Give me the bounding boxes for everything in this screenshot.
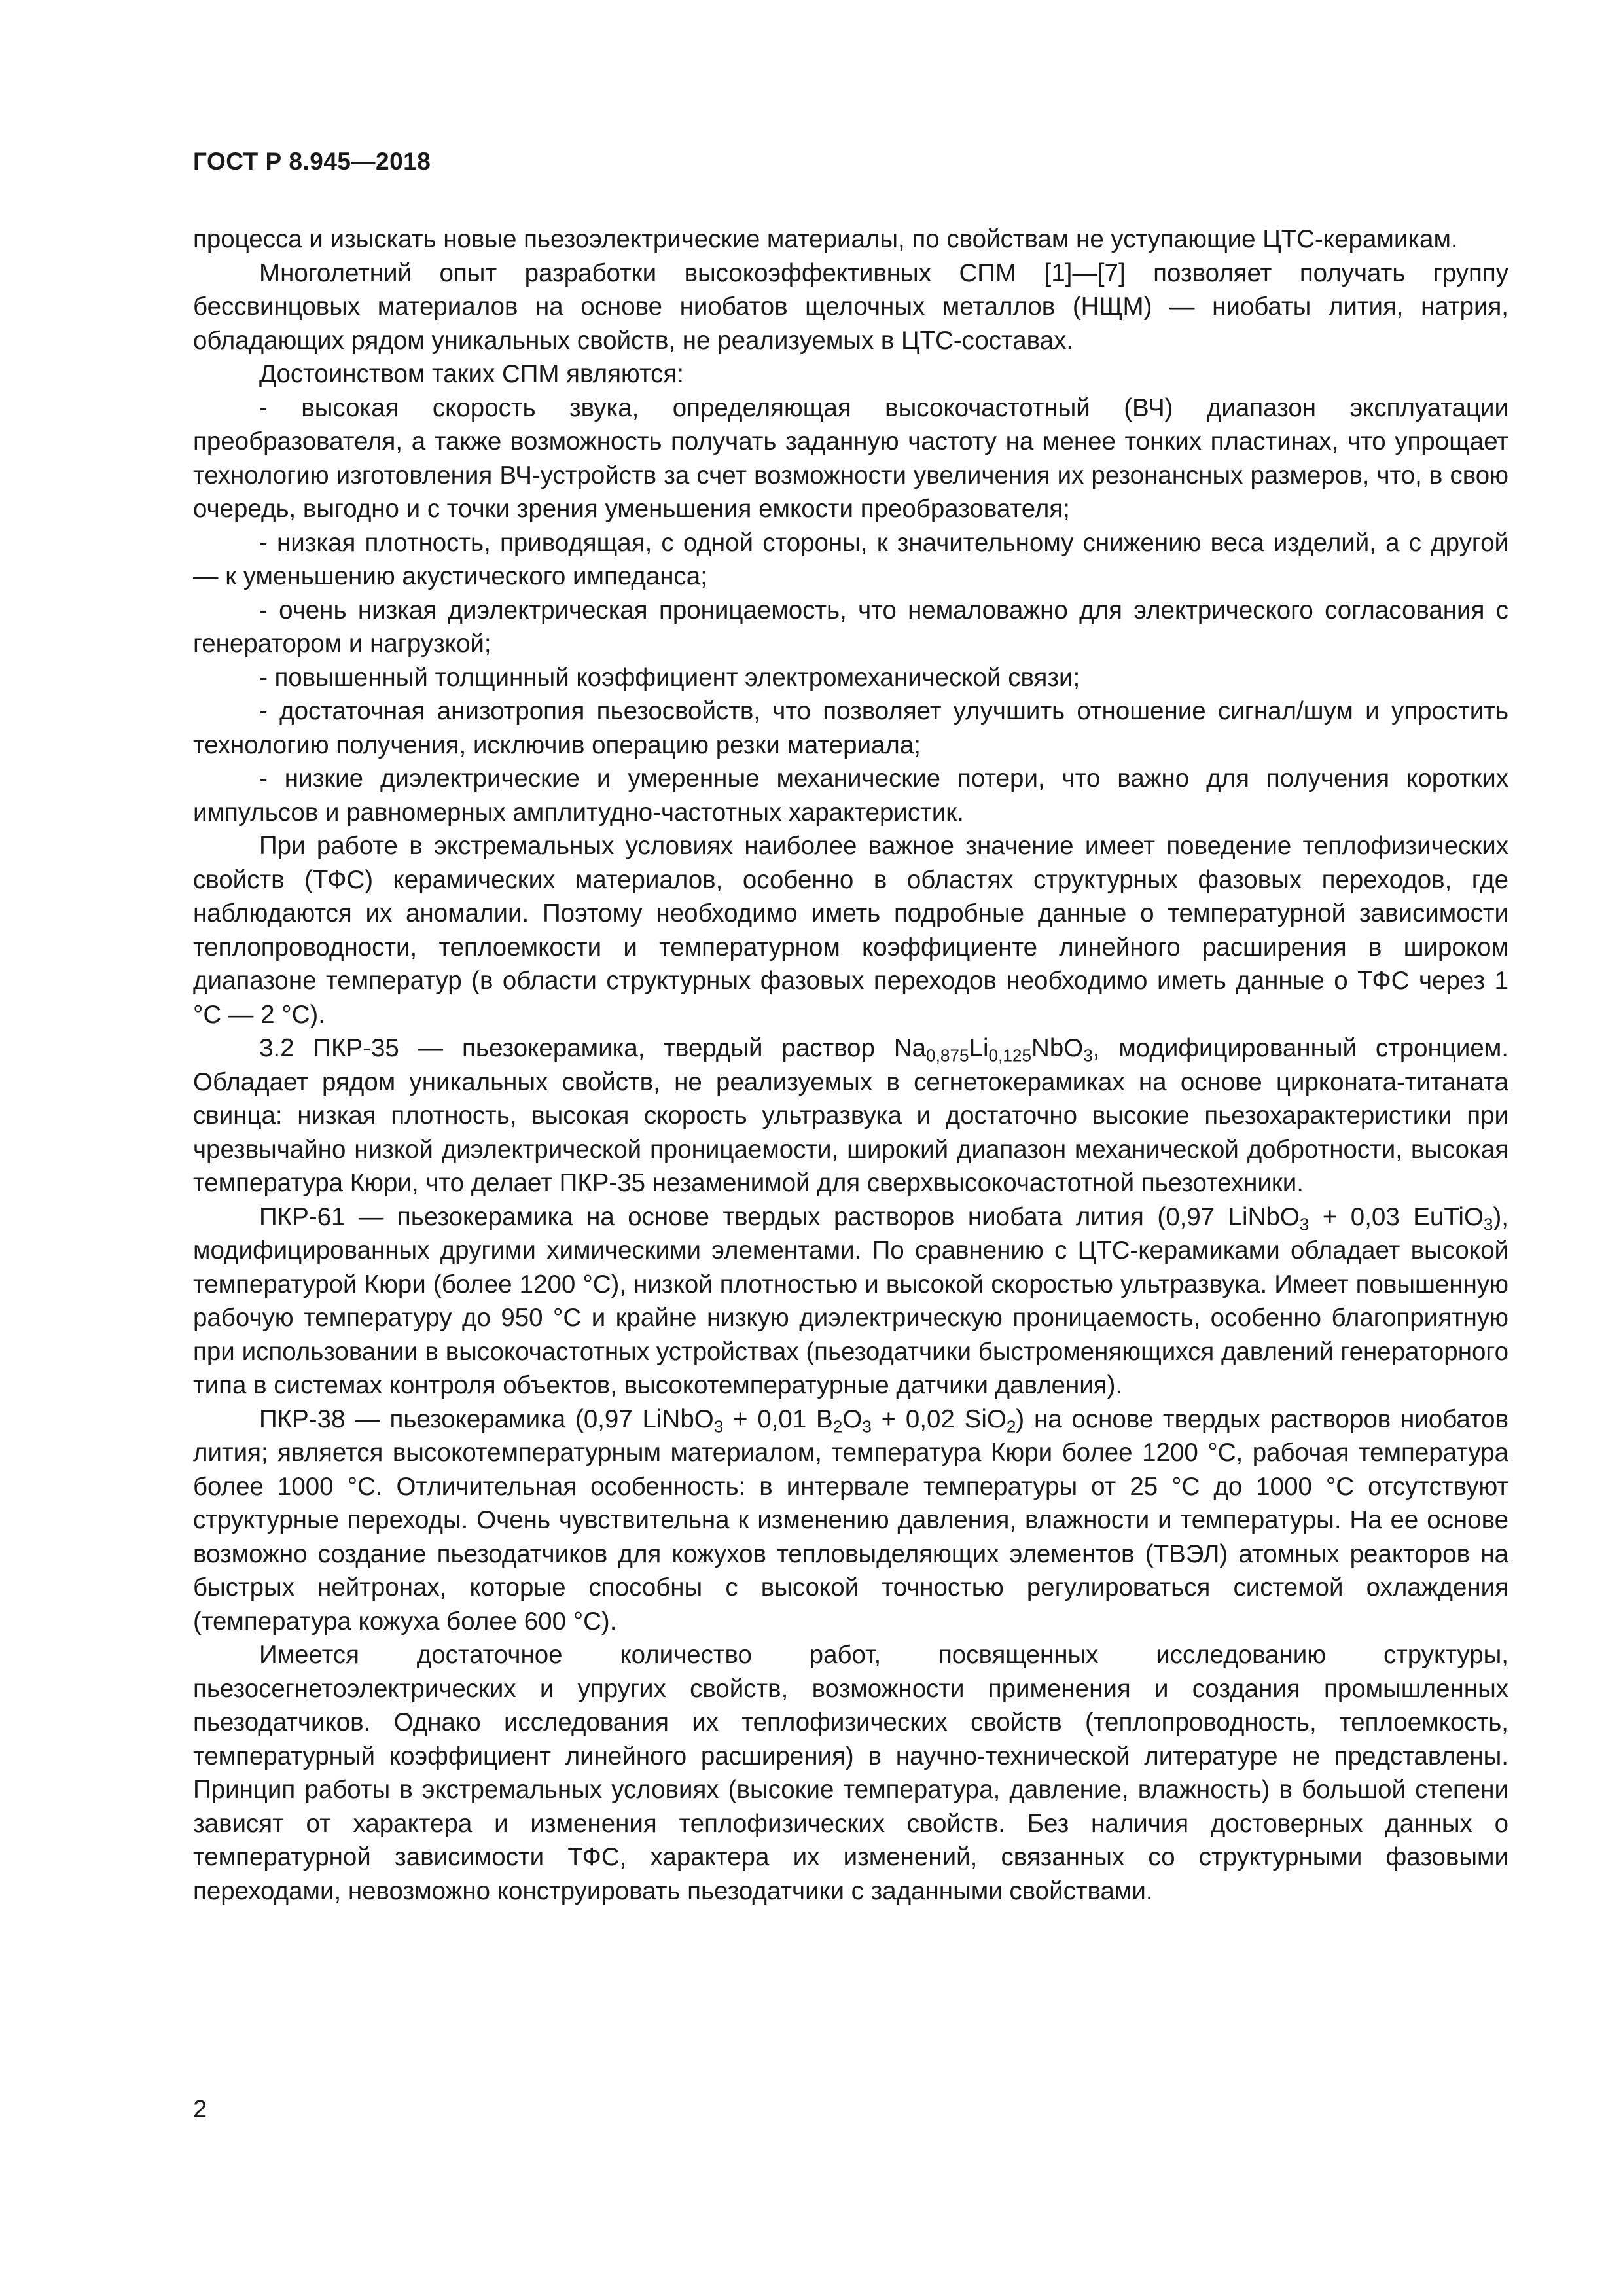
document-header: ГОСТ Р 8.945—2018: [193, 148, 431, 175]
paragraph-3: Достоинством таких СПМ являются:: [259, 360, 684, 388]
bullet-1: - высокая скорость звука, определяющая высокочастотный (ВЧ) диапазон эксплуатации преобразователя, а также возможность получать заданную частоту на менее тонких пластинах, что упрощает технологию изготовления ВЧ-устройств за счет возможности увеличения их резонансных размеров, что, в свою очередь, выгодно и с точки зрения уменьшения емкости преобразователя;: [193, 393, 1508, 523]
bullet-6: - низкие диэлектрические и умеренные механические потери, что важно для получения коротких импульсов и равномерных амплитудно-частотных характеристик.: [193, 764, 1508, 827]
bullet-4: - повышенный толщинный коэффициент электромеханической связи;: [259, 663, 1080, 692]
paragraph-4: При работе в экстремальных условиях наиболее важное значение имеет поведение теплофизических свойств (ТФС) керамических материалов, особенно в областях структурных фазовых переходов, где наблюдаются их аномалии. Поэтому необходимо иметь подробные данные о температурной зависимости теплопроводности, теплоемкости и температурном коэффициенте линейного расширения в широком диапазоне температур (в области структурных фазовых переходов необходимо иметь данные о ТФС через 1 °С — 2 °С).: [193, 832, 1508, 1029]
paragraph-8: Имеется достаточное количество работ, посвященных исследованию структуры, пьезосегнетоэлектрических и упругих свойств, возможности применения и создания промышленных пьезодатчиков. Однако исследования их теплофизических свойств (теплопроводность, теплоемкость, температурный коэффициент линейного расширения) в научно-технической литературе не представлены. Принцип работы в экстремальных условиях (высокие температура, давление, влажность) в большой степени зависят от характера и изменения теплофизических свойств. Без наличия достоверных данных о температурной зависимости ТФС, характера их изменений, связанных со структурными фазовыми переходами, невозможно конструировать пьезодатчики с заданными свойствами.: [193, 1641, 1508, 1905]
document-body: [193, 223, 1508, 1908]
page-number: 2: [193, 2096, 207, 2123]
bullet-5: - достаточная анизотропия пьезосвойств, что позволяет улучшить отношение сигнал/шум и упростить технологию получения, исключив операцию резки материала;: [193, 697, 1508, 759]
paragraph-6-pkr61: ПКР-61 — пьезокерамика на основе твердых растворов ниобата лития (0,97 LiNbO$_3$ + 0,03 EuTiO$_3$), модифицированных другими химическими элементами. По сравнению с ЦТС-керамиками обладает высокой температурой Кюри (более 1200 °С), низкой плотностью и высокой скоростью ультразвука. Имеет повышенную рабочую температуру до 950 °С и крайне низкую диэлектрическую проницаемость, особенно благоприятную при использовании в высокочастотных устройствах (пьезодатчики быстроменяющихся давлений генераторного типа в системах контроля объектов, высокотемпературные датчики давления).: [193, 1202, 1509, 1399]
paragraph-2: Многолетний опыт разработки высокоэффективных СПМ [1]—[7] позволяет получать группу бессвинцовых материалов на основе ниобатов щелочных металлов (НЩМ) — ниобаты лития, натрия, обладающих рядом уникальных свойств, не реализуемых в ЦТС-составах.: [193, 259, 1508, 355]
paragraph-7-pkr38: ПКР-38 — пьезокерамика (0,97 LiNbO$_3$ + 0,01 $B_2O_3 + 0,02$ SiO$_2$) на основе твердых растворов ниобатов лития; является высокотемпературным материалом, температура Кюри более 1200 °С, рабочая температура более 1000 °С. Отличительная особенность: в интервале температуры от 25 °С до 1000 °С отсутствуют структурные переходы. Очень чувствительна к изменению давления, влажности и температуры. На ее основе возможно создание пьезодатчиков для кожухов тепловыделяющих элементов (ТВЭЛ) атомных реакторов на быстрых нейтронах, которые способны с высокой точностью регулироваться системой охлаждения (температура кожуха более 600 °С).: [193, 1405, 1509, 1636]
bullet-3: - очень низкая диэлектрическая проницаемость, что немаловажно для электрического согласования с генератором и нагрузкой;: [193, 596, 1508, 658]
bullet-2: - низкая плотность, приводящая, с одной стороны, к значительному снижению веса изделий, а с другой — к уменьшению акустического импеданса;: [193, 528, 1508, 590]
paragraph-1: процесса и изыскать новые пьезоэлектрические материалы, по свойствам не уступающие ЦТС-керамикам.: [193, 225, 1458, 253]
paragraph-5-pkr35: 3.2 ПКР-35 — пьезокерамика, твердый раствор $Na_{0,875}Li_{0,125}NbO_3$, модифицированный стронцием. Обладает рядом уникальных свойств, не реализуемых в сегнетокерамиках на основе цирконата-титаната свинца: низкая плотность, высокая скорость ультразвука и достаточно высокие пьезохарактеристики при чрезвычайно низкой диэлектрической проницаемости, широкий диапазон механической добротности, высокая температура Кюри, что делает ПКР-35 незаменимой для сверхвысокочастотной пьезотехники.: [193, 1034, 1508, 1197]
